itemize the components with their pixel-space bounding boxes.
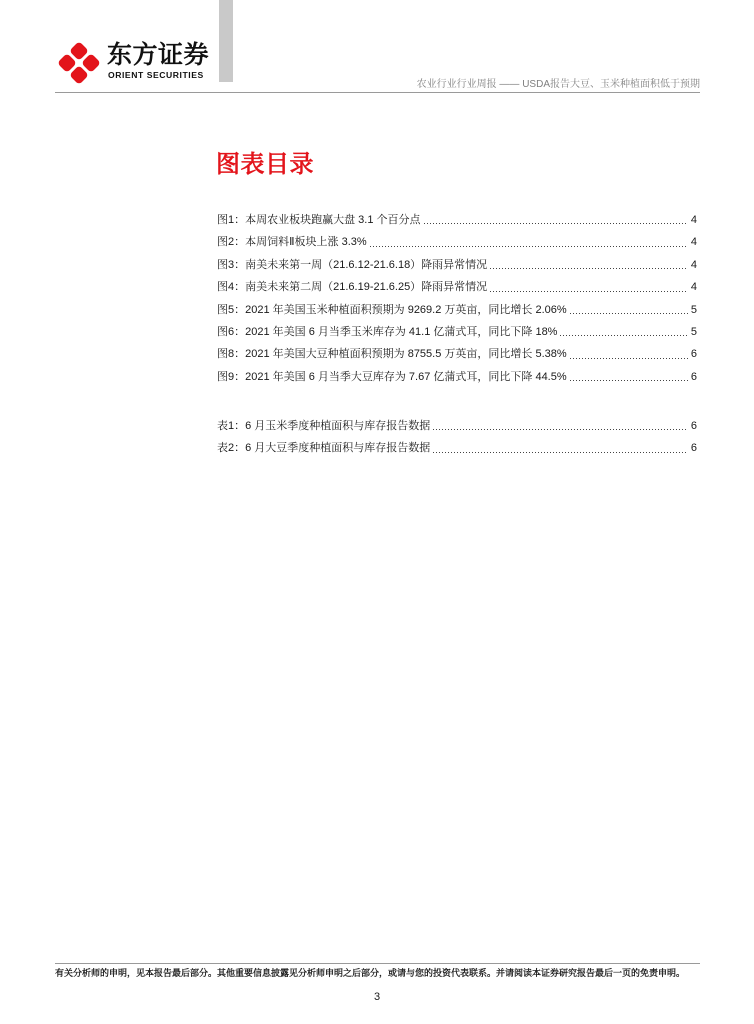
- toc-entry-label: 图6：2021 年美国 6 月当季玉米库存为 41.1 亿蒲式耳，同比下降 18%: [217, 325, 558, 338]
- toc-entry-label: 图5：2021 年美国玉米种植面积预期为 9269.2 万英亩，同比增长 2.06%: [217, 303, 567, 316]
- footer-disclaimer: 有关分析师的申明，见本报告最后部分。其他重要信息披露见分析师申明之后部分，或请与您的投资代表联系。并请阅读本证券研究报告最后一页的免责申明。: [55, 968, 686, 978]
- page-title: 图表目录: [216, 151, 314, 178]
- toc-entry-figure-3[interactable]: [217, 254, 697, 276]
- toc-entry-label: 图2：本周饲料Ⅱ板块上涨 3.3%: [217, 236, 367, 249]
- dot-leader: [424, 223, 688, 224]
- toc-entry-label: 图1：本周农业板块跑赢大盘 3.1 个百分点: [217, 214, 421, 226]
- toc-entry-figure-1[interactable]: [217, 209, 697, 231]
- toc-entry-page: 6: [690, 442, 697, 455]
- toc-entry-page: 6: [690, 420, 697, 432]
- toc-entry-figure-6[interactable]: [217, 321, 697, 343]
- dot-leader: [490, 268, 688, 269]
- dot-leader: [570, 358, 688, 359]
- toc-entry-page: 5: [690, 325, 697, 338]
- toc-entry-figure-5[interactable]: [217, 299, 697, 321]
- toc-entry-label: 图4：南美未来第二周（21.6.19-21.6.25）降雨异常情况: [217, 281, 488, 294]
- toc-entry-page: 6: [690, 370, 697, 383]
- toc-entry-label: 图8：2021 年美国大豆种植面积预期为 8755.5 万英亩，同比增长 5.38%: [217, 348, 567, 361]
- dot-leader: [490, 291, 688, 292]
- orient-securities-logo-icon: [56, 40, 102, 86]
- dot-leader: [570, 313, 688, 314]
- table-list: [217, 415, 697, 460]
- logo-name-cn: 东方证券: [107, 41, 210, 69]
- toc-entry-figure-4[interactable]: [217, 276, 697, 298]
- page-number: 3: [373, 991, 381, 1003]
- logo-name-en: ORIENT SECURITIES: [108, 70, 204, 80]
- toc-entry-page: 5: [690, 303, 697, 316]
- dot-leader: [570, 380, 688, 381]
- toc-entry-page: 4: [690, 281, 697, 294]
- toc-entry-label: 图9：2021 年美国 6 月当季大豆库存为 7.67 亿蒲式耳，同比下降 44.5%: [217, 370, 567, 383]
- toc-entry-label: 图3：南美未来第一周（21.6.12-21.6.18）降雨异常情况: [217, 258, 488, 271]
- toc-entry-page: 4: [690, 258, 697, 271]
- toc-entry-label: 表1：6 月玉米季度种植面积与库存报告数据: [217, 420, 431, 432]
- dot-leader: [370, 246, 688, 247]
- toc-entry-figure-9[interactable]: [217, 366, 697, 388]
- toc-entry-label: 表2：6 月大豆季度种植面积与库存报告数据: [217, 442, 431, 455]
- dot-leader: [560, 335, 687, 336]
- toc-entry-figure-2[interactable]: [217, 231, 697, 253]
- header-divider: [55, 92, 700, 93]
- dot-leader: [433, 429, 688, 430]
- toc-entry-page: 4: [690, 214, 697, 226]
- toc-entry-table-1[interactable]: [217, 415, 697, 437]
- report-title: 农业行业行业周报 —— USDA报告大豆、玉米种植面积低于预期: [416, 79, 700, 90]
- toc-entry-page: 6: [690, 348, 697, 361]
- dot-leader: [433, 452, 688, 453]
- header-accent-bar: [219, 0, 233, 82]
- figure-list: [217, 209, 697, 388]
- footer-divider: [55, 963, 700, 964]
- toc-entry-page: 4: [690, 236, 697, 249]
- toc-entry-figure-8[interactable]: [217, 343, 697, 365]
- toc-entry-table-2[interactable]: [217, 437, 697, 459]
